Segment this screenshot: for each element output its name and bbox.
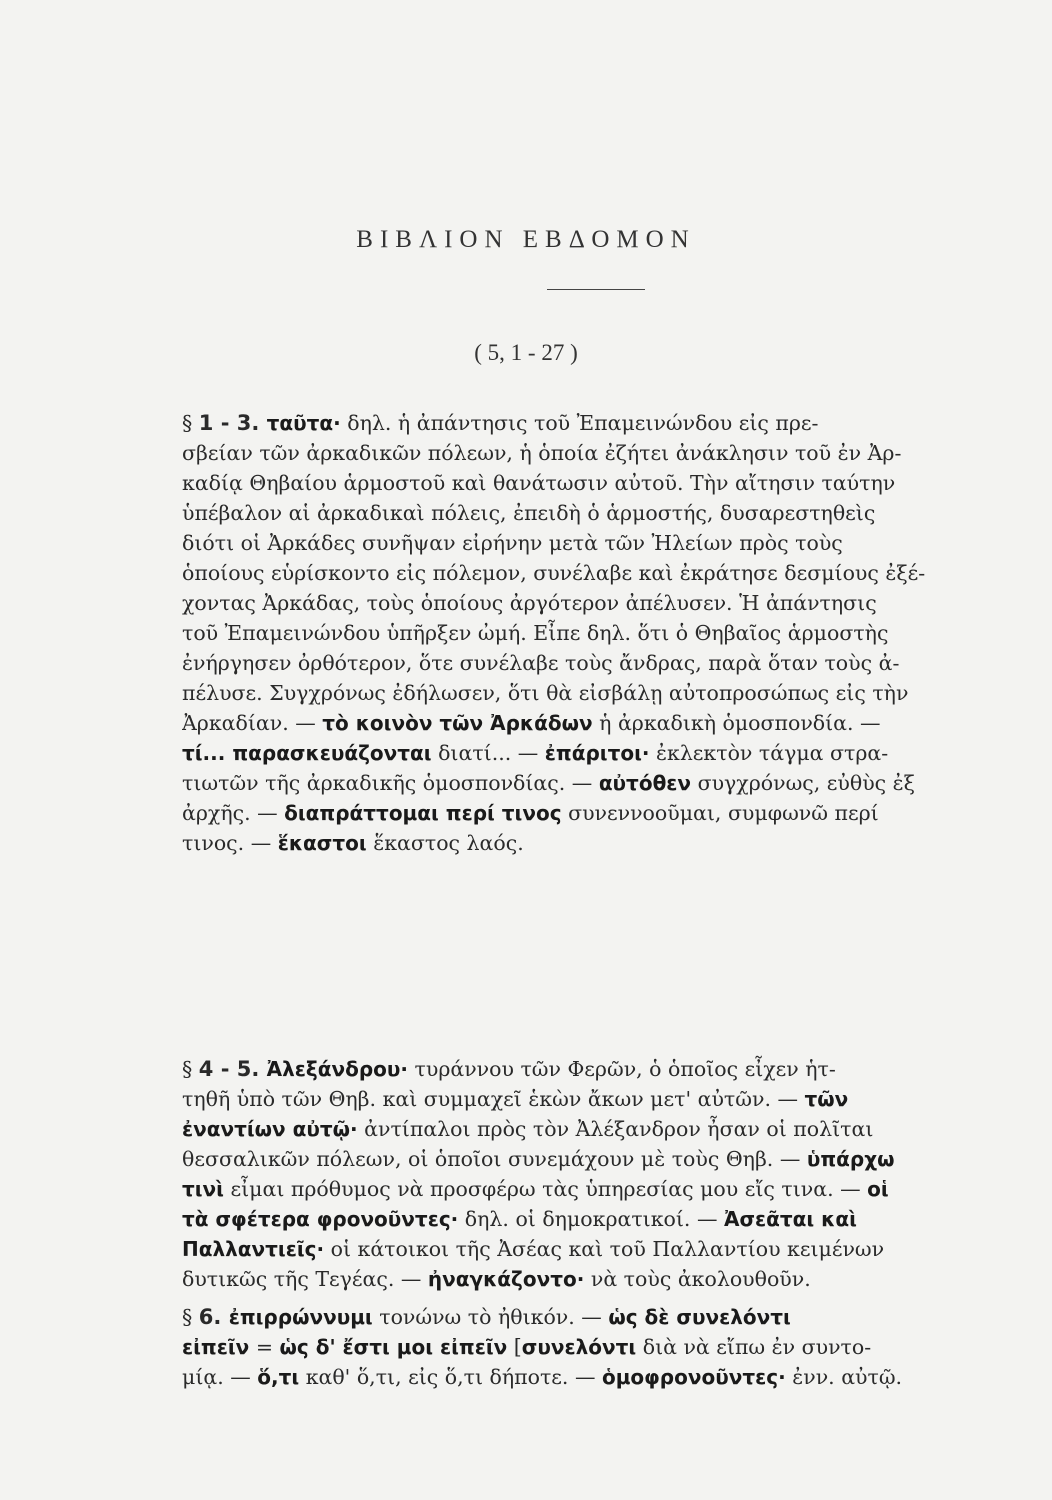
gloss-text: ἕκαστος λαός. bbox=[366, 831, 524, 855]
lemma-term: ἕκαστοι bbox=[277, 831, 367, 855]
text-line bbox=[182, 1234, 1018, 1264]
text-line bbox=[182, 468, 1018, 498]
gloss-text: Ἀρκαδίαν. — bbox=[182, 711, 323, 735]
gloss-text: δυτικῶς τῆς Τεγέας. — bbox=[182, 1267, 428, 1291]
gloss-text: διὰ νὰ εἴπω ἐν συντο- bbox=[636, 1335, 872, 1359]
chapter-range: ( 5, 1 - 27 ) bbox=[474, 340, 578, 365]
section-number: 1 - 3. bbox=[198, 411, 267, 435]
lemma-term: ταῦτα· bbox=[266, 411, 341, 435]
lemma-term: ὅ,τι bbox=[257, 1365, 300, 1389]
text-line bbox=[182, 1114, 1018, 1144]
gloss-text: εἶμαι πρόθυμος νὰ προσφέρω τὰς ὑπηρεσίας μου εἴς τινα. — bbox=[223, 1177, 868, 1201]
lemma-term: εἰπεῖν bbox=[182, 1335, 250, 1359]
gloss-text: διότι οἱ Ἀρκάδες συνῆψαν εἰρήνην μετὰ τῶν Ἠλείων πρὸς τοὺς bbox=[182, 531, 843, 555]
text-line bbox=[182, 738, 1018, 768]
gloss-text: θεσσαλικῶν πόλεων, οἱ ὁποῖοι συνεμάχουν μὲ τοὺς Θηβ. — bbox=[182, 1147, 807, 1171]
gloss-text: τοῦ Ἐπαμεινώνδου ὑπῆρξεν ὠμή. Εἶπε δηλ. ὅτι ὁ Θηβαῖος ἁρμοστὴς bbox=[182, 621, 889, 645]
text-line bbox=[182, 1362, 1018, 1392]
lemma-term: ἐναντίων αὐτῷ· bbox=[182, 1117, 358, 1141]
lemma-term: Ἀσεᾶται καὶ bbox=[723, 1207, 857, 1231]
gloss-text: δηλ. ἡ ἀπάντησις τοῦ Ἐπαμεινώνδου εἰς πρε- bbox=[340, 411, 819, 435]
text-line bbox=[182, 708, 1018, 738]
text-line bbox=[182, 1084, 1018, 1114]
commentary-paragraph-4-5 bbox=[182, 1054, 1018, 1294]
lemma-term: οἱ bbox=[867, 1177, 889, 1201]
gloss-text: ὑπέβαλον αἱ ἀρκαδικαὶ πόλεις, ἐπειδὴ ὁ ἁρμοστής, δυσαρεστηθεὶς bbox=[182, 501, 876, 525]
gloss-text: συγχρόνως, εὐθὺς ἐξ bbox=[691, 771, 915, 795]
lemma-term: ὡς δὲ συνελόντι bbox=[608, 1305, 791, 1329]
lemma-term: τινὶ bbox=[182, 1177, 224, 1201]
gloss-text: τονώνω τὸ ἠθικόν. — bbox=[372, 1305, 609, 1329]
lemma-term: τῶν bbox=[804, 1087, 849, 1111]
gloss-text: σβείαν τῶν ἀρκαδικῶν πόλεων, ἡ ὁποία ἐζήτει ἀνάκλησιν τοῦ ἐν Ἀρ- bbox=[182, 441, 902, 465]
gloss-text: συνεννοοῦμαι, συμφωνῶ περί bbox=[561, 801, 879, 825]
gloss-text: πέλυσε. Συγχρόνως ἐδήλωσεν, ὅτι θὰ εἰσβάλῃ αὐτοπροσώπως εἰς τὴν bbox=[182, 681, 909, 705]
commentary-paragraph-1-3 bbox=[182, 408, 1018, 858]
lemma-term: ἐπιρρώννυμι bbox=[228, 1305, 373, 1329]
text-line bbox=[182, 528, 1018, 558]
text-line bbox=[182, 618, 1018, 648]
gloss-text: καδίᾳ Θηβαίου ἁρμοστοῦ καὶ θανάτωσιν αὐτοῦ. Τὴν αἴτησιν ταύτην bbox=[182, 471, 896, 495]
gloss-text: [ bbox=[507, 1335, 522, 1359]
lemma-term: ἠναγκάζοντο· bbox=[427, 1267, 585, 1291]
text-line bbox=[182, 1054, 1018, 1084]
text-line bbox=[182, 798, 1018, 828]
lemma-term: συνελόντι bbox=[521, 1335, 637, 1359]
text-line bbox=[182, 498, 1018, 528]
title-divider bbox=[547, 289, 645, 290]
text-line bbox=[182, 648, 1018, 678]
gloss-text: διατί... — bbox=[431, 741, 545, 765]
lemma-term: τὰ σφέτερα φρονοῦντες· bbox=[182, 1207, 459, 1231]
commentary-paragraph-6 bbox=[182, 1302, 1018, 1392]
text-line bbox=[182, 1174, 1018, 1204]
text-line bbox=[182, 1302, 1018, 1332]
section-number: 4 - 5. bbox=[198, 1057, 267, 1081]
text-line bbox=[182, 1144, 1018, 1174]
text-line bbox=[182, 1264, 1018, 1294]
lemma-term: τί... παρασκευάζονται bbox=[182, 741, 432, 765]
gloss-text: καθ' ὅ,τι, εἰς ὅ,τι δήποτε. — bbox=[299, 1365, 602, 1389]
gloss-text: δηλ. οἱ δημοκρατικοί. — bbox=[458, 1207, 724, 1231]
lemma-term: αὐτόθεν bbox=[598, 771, 692, 795]
lemma-term: ἐπάριτοι· bbox=[544, 741, 650, 765]
gloss-text: § bbox=[182, 1057, 199, 1081]
gloss-text: ὁποίους εὑρίσκοντο εἰς πόλεμον, συνέλαβε καὶ ἐκράτησε δεσμίους ἐξέ- bbox=[182, 561, 926, 585]
text-line bbox=[182, 438, 1018, 468]
gloss-text: ἐνν. αὐτῷ. bbox=[785, 1365, 903, 1389]
gloss-text: ἀντίπαλοι πρὸς τὸν Ἀλέξανδρον ἦσαν οἱ πολῖται bbox=[357, 1117, 874, 1141]
lemma-term: διαπράττομαι περί τινος bbox=[284, 801, 562, 825]
gloss-text: τινος. — bbox=[182, 831, 278, 855]
gloss-text: ἀρχῆς. — bbox=[182, 801, 285, 825]
text-line bbox=[182, 558, 1018, 588]
lemma-term: Ἀλεξάνδρου· bbox=[266, 1057, 408, 1081]
gloss-text: χοντας Ἀρκάδας, τοὺς ὁποίους ἀργότερον ἀπέλυσεν. Ἡ ἀπάντησις bbox=[182, 591, 877, 615]
gloss-text: ἡ ἀρκαδικὴ ὁμοσπονδία. — bbox=[592, 711, 881, 735]
text-line bbox=[182, 588, 1018, 618]
section-number: 6. bbox=[198, 1305, 229, 1329]
text-line bbox=[182, 678, 1018, 708]
text-line bbox=[182, 1204, 1018, 1234]
lemma-term: ὑπάρχω bbox=[806, 1147, 895, 1171]
lemma-term: Παλλαντιεῖς· bbox=[182, 1237, 325, 1261]
lemma-term: ὡς δ' ἔστι μοι εἰπεῖν bbox=[279, 1335, 508, 1359]
text-line bbox=[182, 768, 1018, 798]
text-line bbox=[182, 1332, 1018, 1362]
book-title: ΒΙΒΛΙΟΝ ΕΒΔΟΜΟΝ bbox=[356, 226, 696, 253]
text-line bbox=[182, 408, 1018, 438]
gloss-text: τιωτῶν τῆς ἀρκαδικῆς ὁμοσπονδίας. — bbox=[182, 771, 599, 795]
text-line bbox=[182, 828, 1018, 858]
gloss-text: τυράννου τῶν Φερῶν, ὁ ὁποῖος εἶχεν ἡτ- bbox=[408, 1057, 836, 1081]
gloss-text: § bbox=[182, 1305, 199, 1329]
gloss-text: οἱ κάτοικοι τῆς Ἀσέας καὶ τοῦ Παλλαντίου κειμένων bbox=[324, 1237, 885, 1261]
gloss-text: ἐνήργησεν ὀρθότερον, ὅτε συνέλαβε τοὺς ἄνδρας, παρὰ ὅταν τοὺς ἀ- bbox=[182, 651, 900, 675]
gloss-text: νὰ τοὺς ἀκολουθοῦν. bbox=[584, 1267, 811, 1291]
gloss-text: § bbox=[182, 411, 199, 435]
gloss-text: μίᾳ. — bbox=[182, 1365, 258, 1389]
lemma-term: τὸ κοινὸν τῶν Ἀρκάδων bbox=[322, 711, 593, 735]
gloss-text: ἐκλεκτὸν τάγμα στρα- bbox=[649, 741, 889, 765]
gloss-text: τηθῆ ὑπὸ τῶν Θηβ. καὶ συμμαχεῖ ἑκὼν ἄκων μετ' αὐτῶν. — bbox=[182, 1087, 805, 1111]
gloss-text: = bbox=[249, 1335, 280, 1359]
lemma-term: ὁμοφρονοῦντες· bbox=[601, 1365, 786, 1389]
